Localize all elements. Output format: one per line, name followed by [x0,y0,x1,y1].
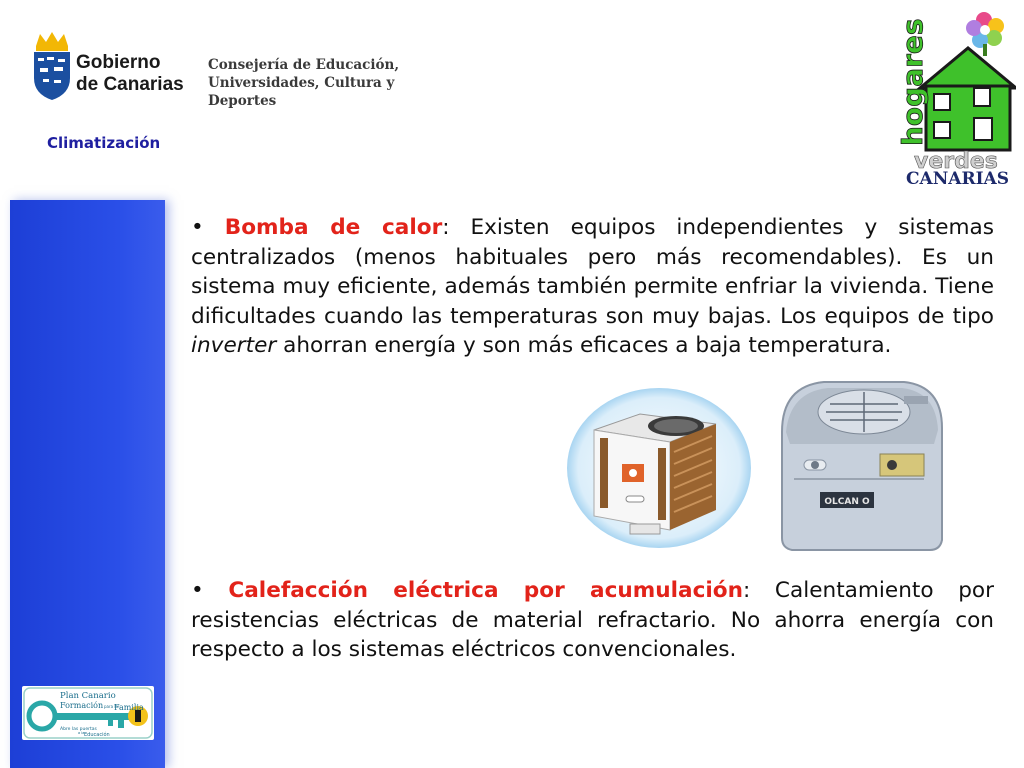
verdes-word: verdes [914,149,998,174]
department-line2: Universidades, Cultura y Deportes [208,75,395,109]
department-name [208,56,450,110]
gobierno-de-canarias-logo [30,30,450,110]
bullet: • [191,215,204,240]
plan-line1: Plan Canario [60,691,116,701]
heat-pump-unit-icon [764,372,954,554]
heat-pump-unit-icon [566,388,752,548]
house-flower-icon [896,4,1016,186]
italic-term: inverter [191,333,277,358]
left-blue-band [10,200,165,768]
term-bomba-de-calor: Bomba de calor [224,215,443,240]
bomba-de-calor-paragraph [191,213,994,361]
unit-label: OLCAN O [824,497,870,507]
plan-line3: para la [104,704,118,709]
paragraph-text-end: ahorran energía y son más eficaces a baja temperatura. [276,333,892,358]
plan-line5: Abre las puertas [60,727,97,732]
gov-name [76,52,184,96]
paragraph-text: : Calentamiento por resistencias eléctricas de material refractario. No ahorra energía con respecto a los sistemas eléctricos convencionales. [191,578,994,662]
plan-line2: Formación [60,701,104,710]
plan-canario-logo [22,686,154,740]
paragraph-text: : Existen equipos independientes y sistemas centralizados (menos habituales pero más recomendables). Es un sistema muy eficiente, además también permite enfriar la vivienda. Tiene dificultades cuando las temperaturas son muy bajas. Los equipos de tipo [191,215,994,329]
term-calefaccion-electrica: Calefacción eléctrica por acumulación [228,578,744,603]
plan-line7: Educación [84,732,110,738]
heat-pump-image-2 [764,372,954,554]
department-line1: Consejería de Educación, [208,57,400,73]
section-title: Climatización [47,134,161,152]
key-icon [22,686,154,740]
gov-name-line2: de Canarias [76,74,184,95]
bullet: • [191,578,204,603]
heat-pump-image-1 [566,388,752,548]
plan-line4: Familia [114,703,144,712]
plan-line6: a la [78,731,85,735]
calefaccion-electrica-paragraph [191,576,994,665]
coat-of-arms-icon [30,30,74,102]
hogares-word: hogares [896,18,929,146]
gov-name-line1: Gobierno [76,52,161,73]
hogares-verdes-logo [896,4,1016,186]
canarias-word: CANARIAS [906,169,1009,186]
